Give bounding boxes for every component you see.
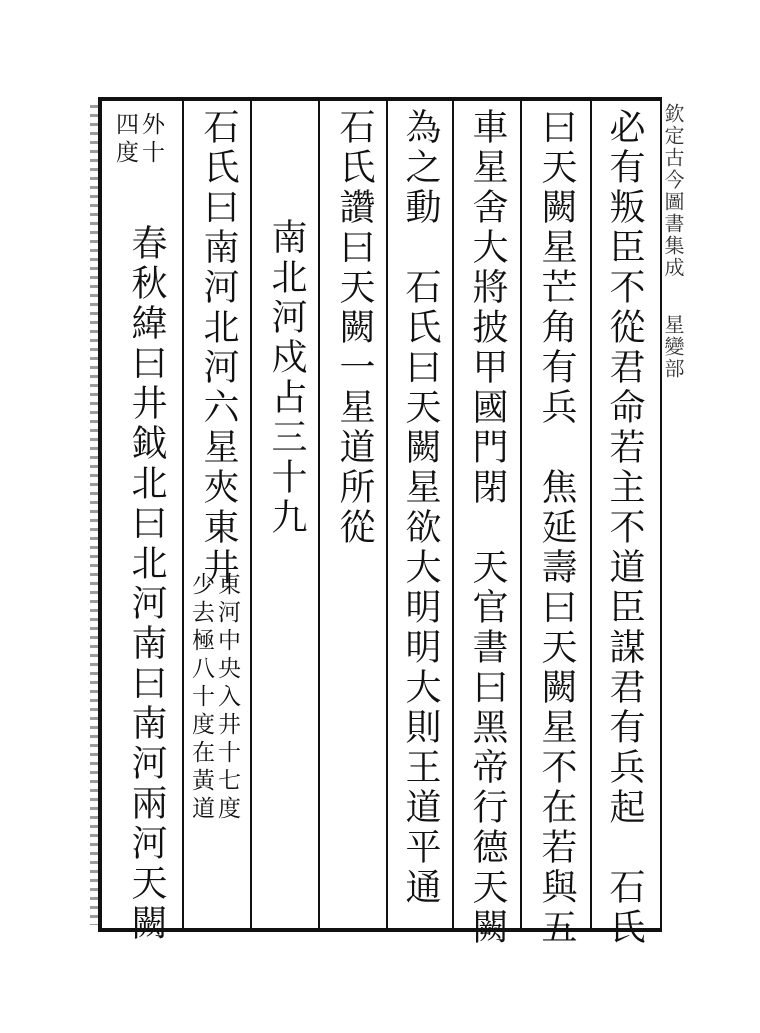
page-edge-shadow (90, 105, 98, 925)
commentary-note-left: 四度 (112, 112, 138, 168)
text-column-1: 必有叛臣不從君命若主不道臣謀君有兵起 石氏 (604, 108, 645, 948)
margin-subtitle-text: 星變部 (661, 313, 685, 380)
column-divider (250, 101, 252, 928)
column-divider (386, 101, 388, 928)
margin-title-text: 欽定古今圖書集成 (661, 103, 685, 279)
commentary-note-8 (112, 112, 168, 212)
column-divider (452, 101, 454, 928)
text-column-8: 春秋緯曰井鉞北曰北河南曰南河兩河天闕 (126, 224, 167, 944)
margin-title (662, 103, 684, 380)
column-divider (590, 101, 592, 928)
text-column-5: 石氏讚曰天闕一星道所從 (334, 108, 375, 548)
text-column-3: 車星舍大將披甲國門閉 天官書曰黑帝行德天闕 (467, 108, 508, 948)
text-column-4: 為之動 石氏曰天闕星欲大明明大則王道平通 (400, 108, 441, 908)
commentary-note-7 (188, 572, 244, 922)
text-column-2: 曰天闕星芒角有兵 焦延壽曰天闕星不在若與五 (536, 108, 577, 948)
column-divider (182, 101, 184, 928)
commentary-note-right: 外十 (138, 112, 164, 168)
text-column-7: 石氏曰南河北河六星夾東井 (198, 108, 239, 588)
column-divider (318, 101, 320, 928)
margin-strip (660, 97, 686, 932)
section-heading: 南北河戍占三十九 (266, 218, 307, 538)
commentary-note-left: 少去極八十度在黃道 (188, 572, 214, 824)
commentary-note-right: 東河中央入井十七度 (214, 572, 240, 824)
column-divider (520, 101, 522, 928)
